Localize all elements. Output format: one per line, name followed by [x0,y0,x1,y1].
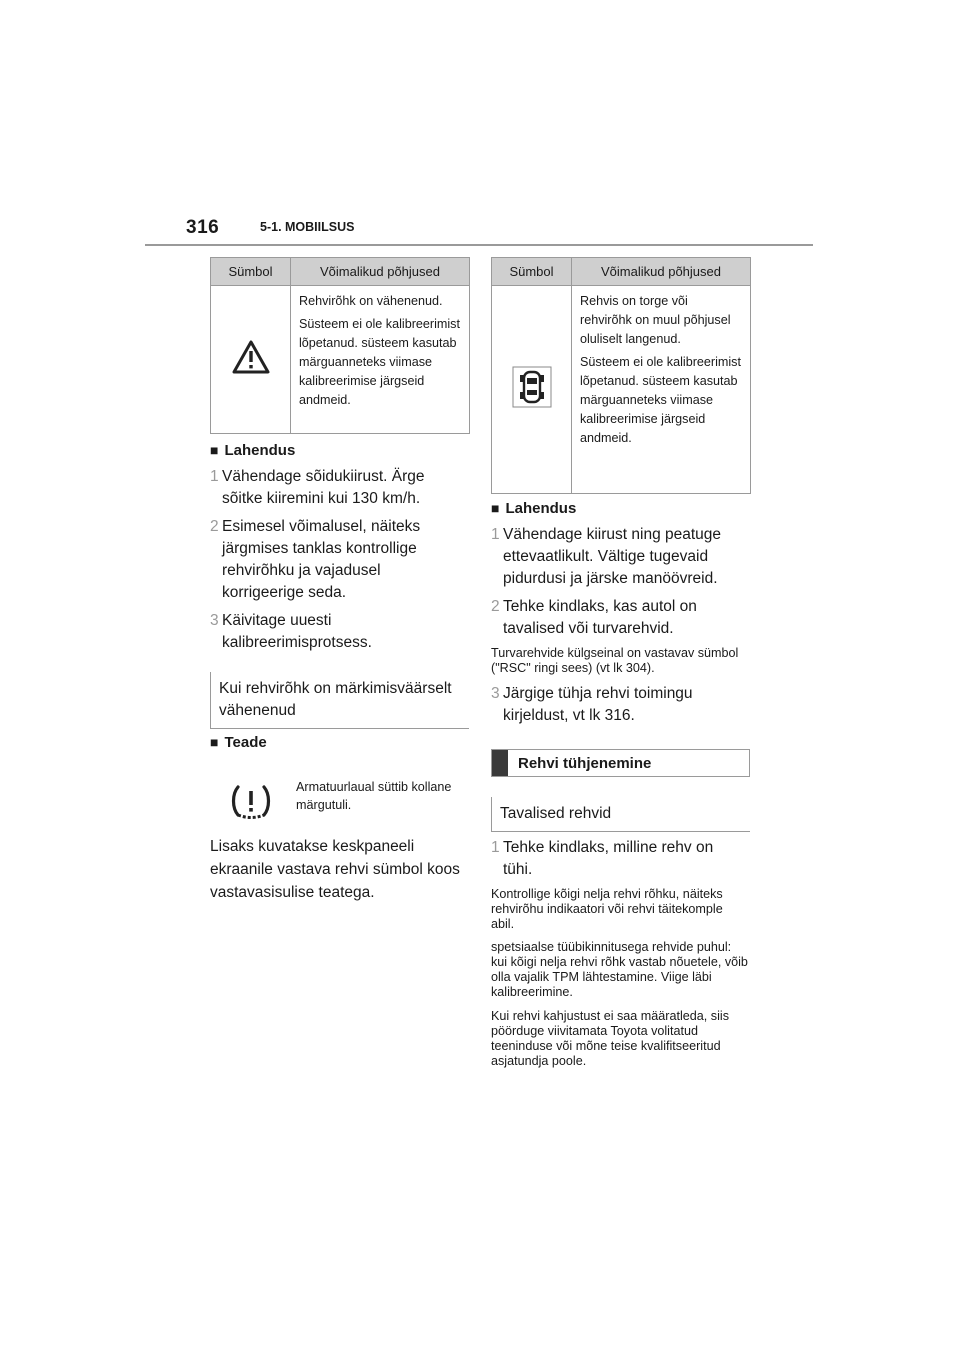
step-item: 1 Tehke kindlaks, milline rehv on tühi. [491,839,714,878]
cause-text: Rehvis on torge või rehvirõhk on muul põhjusel oluliselt langenud. [580,294,731,346]
cause-text: Süsteem ei ole kalibreerimist lõpetanud. süsteem kasutab märguanneteks viimase kalibreerimise järgseid andmeid. [299,317,460,407]
solution-heading: ■ Lahendus [491,500,577,517]
solution-heading: ■ Lahendus [210,442,296,459]
subsection-title: Tavalised rehvid [491,797,750,832]
section-bar-marker [492,750,508,776]
note-text: Turvarehvide külgseinal on vastavav sümbol ("RSC" ringi sees) (vt lk 304). [491,646,739,675]
step-item: 3 Käivitage uuesti kalibreerimisprotsess. [210,612,372,651]
step-item: 1 Vähendage kiirust ning peatuge ettevaatlikult. Vältige tugevaid pidurdusi ja järske manöövreid. [491,526,722,587]
page-number: 316 [186,217,220,238]
note-text: Kontrollige kõigi nelja rehvi rõhku, näiteks rehvirõhu indikaatori või rehvi täitekomple abil. [491,887,723,931]
col-causes: Võimalikud põhjused [291,258,470,286]
notice-icon-text: Armatuurlaual süttib kollane märgutuli. [296,780,452,812]
tire-pressure-warning-icon [229,782,273,822]
cause-text: Süsteem ei ole kalibreerimist lõpetanud. süsteem kasutab märguanneteks viimase kalibreerimise järgseid andmeid. [580,355,741,445]
section-bar [491,749,750,777]
header-rule [145,244,813,246]
step-item: 3 Järgige tühja rehvi toimingu kirjeldust, vt lk 316. [491,685,693,724]
note-text: Kui rehvi kahjustust ei saa määratleda, siis pöörduge viivitamata Toyota volitatud teeninduse või mõne teise kvalifitseeritud asjatundja poole. [491,1009,729,1068]
step-item: 2 Tehke kindlaks, kas autol on tavalised või turvarehvid. [491,598,697,637]
cause-text: Rehvirõhk on vähenenud. [299,294,443,308]
notice-heading: ■ Teade [210,734,267,751]
step-item: 1 Vähendage sõidukiirust. Ärge sõitke kiiremini kui 130 km/h. [210,468,425,507]
step-item: 2 Esimesel võimalusel, näiteks järgmises tanklas kontrollige rehvirõhku ja vajadusel korrigeerige seda. [210,518,421,601]
col-causes: Võimalikud põhjused [572,258,751,286]
left-symbol-table [210,257,470,434]
section-bar-title: Rehvi tühjenemine [518,755,652,772]
col-symbol: Sümbol [211,258,291,286]
col-symbol: Sümbol [492,258,572,286]
notice-body: Lisaks kuvatakse keskpaneeli ekraanile vastava rehvi sümbol koos vastavasisulise teatega. [210,838,460,901]
warning-triangle-icon [231,339,271,375]
right-symbol-table [491,257,751,494]
section-title: 5-1. MOBIILSUS [260,220,355,234]
car-tire-icon [512,366,552,408]
section-box-title: Kui rehvirõhk on märkimisväärselt vähenenud [210,672,469,729]
note-text: spetsiaalse tüübikinnitusega rehvide puhul: kui kõigi nelja rehvi rõhk vastab nõuetele, võib olla vajalik TPM lähtestamine. Viige läbi kalibreerimine. [491,940,748,999]
